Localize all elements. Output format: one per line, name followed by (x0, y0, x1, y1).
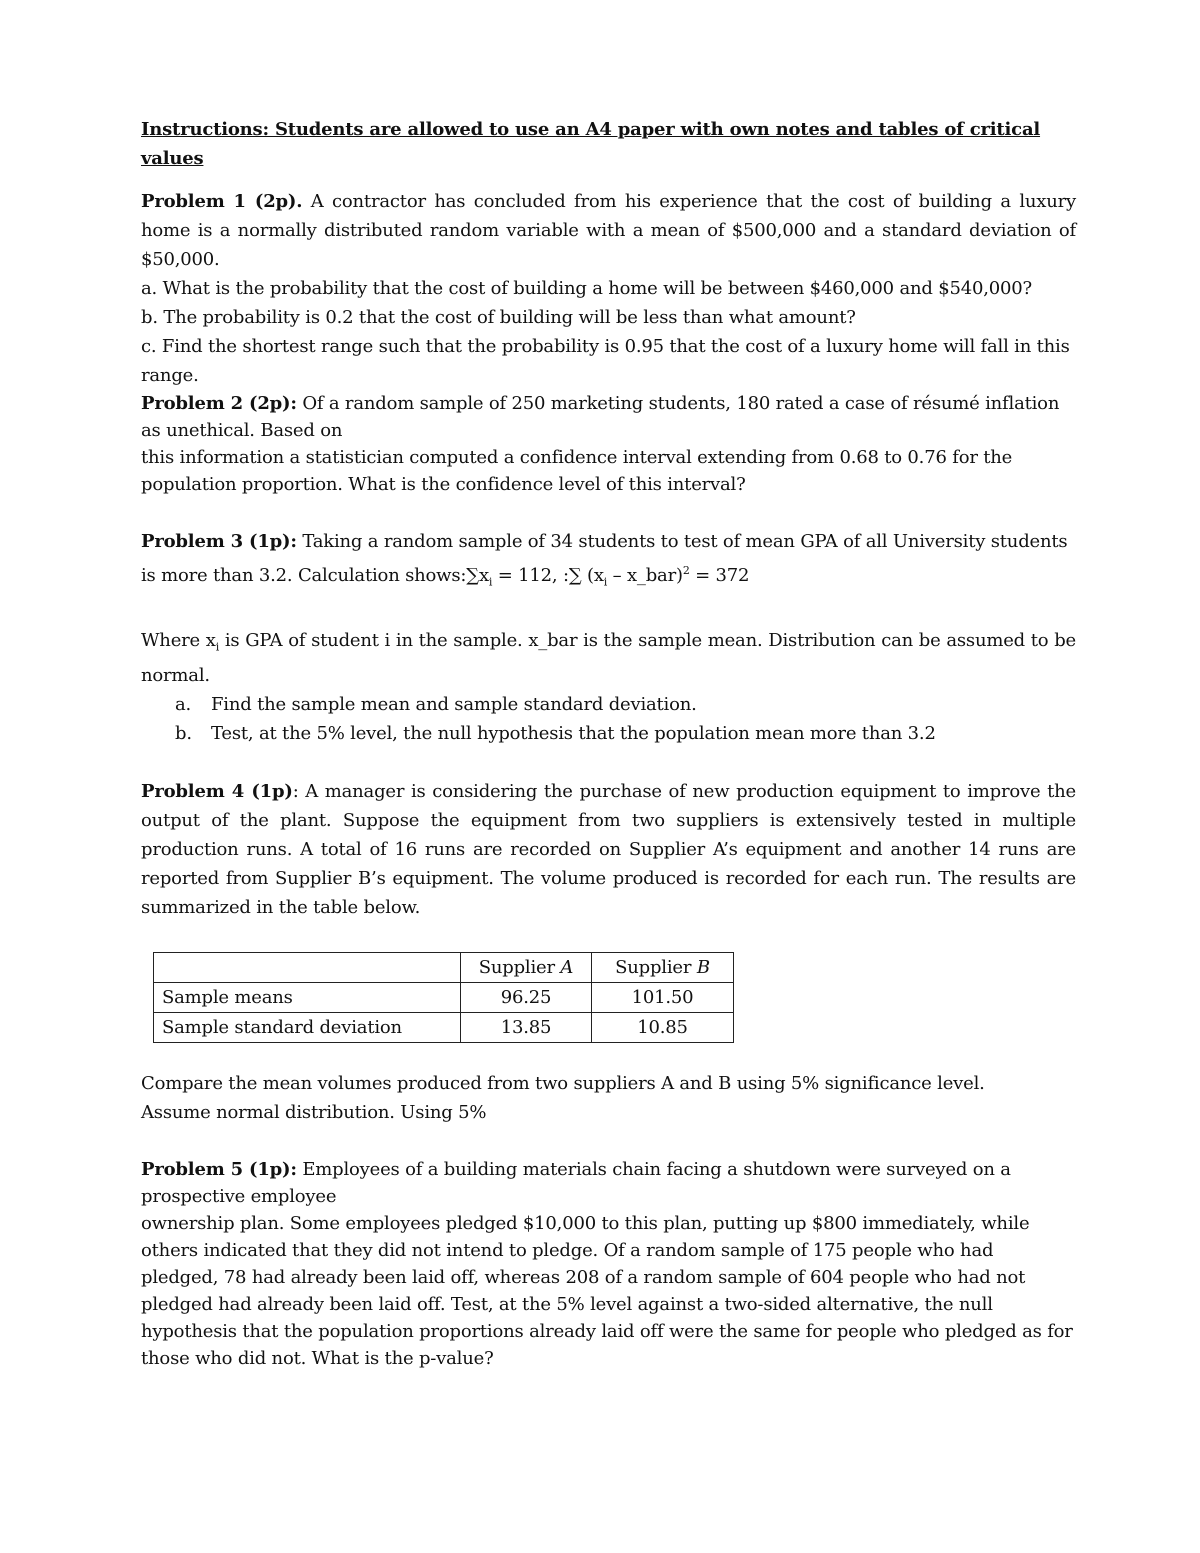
spacer (141, 748, 1076, 777)
problem-3-parts (141, 690, 1076, 748)
problem-3 (141, 527, 1076, 748)
table-row: Sample means 96.25 101.50 (154, 983, 734, 1013)
instructions (141, 115, 1076, 173)
problem-4 (141, 777, 1076, 1127)
problem-1-part-b: b. The probability is 0.2 that the cost of building will be less than what amount? (141, 307, 856, 328)
spacer (141, 1127, 1076, 1156)
problem-5 (141, 1156, 1076, 1372)
instructions-line2: values (141, 148, 204, 169)
problem-1-intro: Problem 1 (2p). A contractor has concluded from his experience that the cost of building a luxury home is a normally distributed random variable with a mean of $500,000 and a standard deviation of $50,000. (141, 191, 1077, 270)
problem-5-heading: Problem 5 (1p): (141, 1159, 297, 1181)
sum-x-formula: $\sum x_i = 112$, (466, 565, 563, 589)
list-item: a. Find the sample mean and sample standard deviation. (175, 694, 697, 716)
problem-5-line1: Problem 5 (1p): Employees of a building materials chain facing a shutdown were surveyed on a prospective employee (141, 1159, 1011, 1208)
problem-5-line2: ownership plan. Some employees pledged $10,000 to this plan, putting up $800 immediately, while others indicated that they did not intend to pledge. Of a random sample of 175 people who had pledged, 78 had already been laid off, whereas 208 of a random sample of 604 people who had not pledged had already been laid off. Test, at the 5% level against a two-sided alternative, the null hypothesis that the population proportions already laid off were the same for people who pledged as for those who did not. What is the p-value? (141, 1213, 1073, 1370)
header-supplier-a: Supplier A (461, 953, 592, 983)
problem-1-part-a: a. What is the probability that the cost of building a home will be between $460,000 and $540,000? (141, 278, 1032, 299)
problem-4-outro-line1: Compare the mean volumes produced from two suppliers A and B using 5% significance level. (141, 1073, 985, 1095)
table-header-row (154, 953, 734, 983)
supplier-table (153, 952, 734, 1043)
spacer (141, 498, 1076, 527)
problem-3-heading: Problem 3 (1p): (141, 531, 297, 552)
problem-1 (141, 187, 1076, 390)
list-item: b. Test, at the 5% level, the null hypothesis that the population mean more than 3.2 (175, 723, 936, 745)
table-row: Sample standard deviation 13.85 10.85 (154, 1013, 734, 1043)
problem-2-line2: this information a statistician computed a confidence interval extending from 0.68 to 0.76 for the population proportion. What is the confidence level of this interval? (141, 447, 1013, 495)
problem-2-heading: Problem 2 (2p): (141, 393, 297, 414)
problem-4-intro: Problem 4 (1p): A manager is considering the purchase of new production equipment to improve the output of the plant. Suppose the equipment from two suppliers is extensively tested in multiple production runs. A total of 16 runs are recorded on Supplier A’s equipment and another 14 runs are reported from Supplier B’s equipment. The volume produced is recorded for each run. The results are summarized in the table below. (141, 781, 1077, 919)
problem-1-part-c: c. Find the shortest range such that the probability is 0.95 that the cost of a luxury home will fall in this range. (141, 336, 1070, 386)
document-body (141, 115, 1076, 1372)
header-supplier-b: Supplier B (592, 953, 734, 983)
problem-4-outro-line2: Assume normal distribution. Using 5% (141, 1102, 487, 1124)
instructions-line1: Instructions: Students are allowed to use an A4 paper with own notes and tables of critical (141, 119, 1041, 140)
problem-4-heading: Problem 4 (1p) (141, 781, 293, 803)
problem-2-line1: Problem 2 (2p): Of a random sample of 250 marketing students, 180 rated a case of résumé inflation as unethical. Based on (141, 393, 1060, 441)
problem-1-heading: Problem 1 (2p). (141, 191, 303, 212)
sum-sq-formula: ∑ ($x_i$ – x_bar)$^2$ = 372 (568, 564, 750, 589)
problem-2 (141, 390, 1076, 498)
problem-3-where: Where $x_i$ is GPA of student i in the sample. x_bar is the sample mean. Distribution can be assumed to be normal. (141, 629, 1076, 687)
problem-3-intro: Problem 3 (1p): Taking a random sample of 34 students to test of mean GPA of all University students is more than 3.2. Calculation $shows:\sum x_i = 112$, :∑ ($x_i$ – x_bar)$^2$ = 372 (141, 531, 1068, 589)
